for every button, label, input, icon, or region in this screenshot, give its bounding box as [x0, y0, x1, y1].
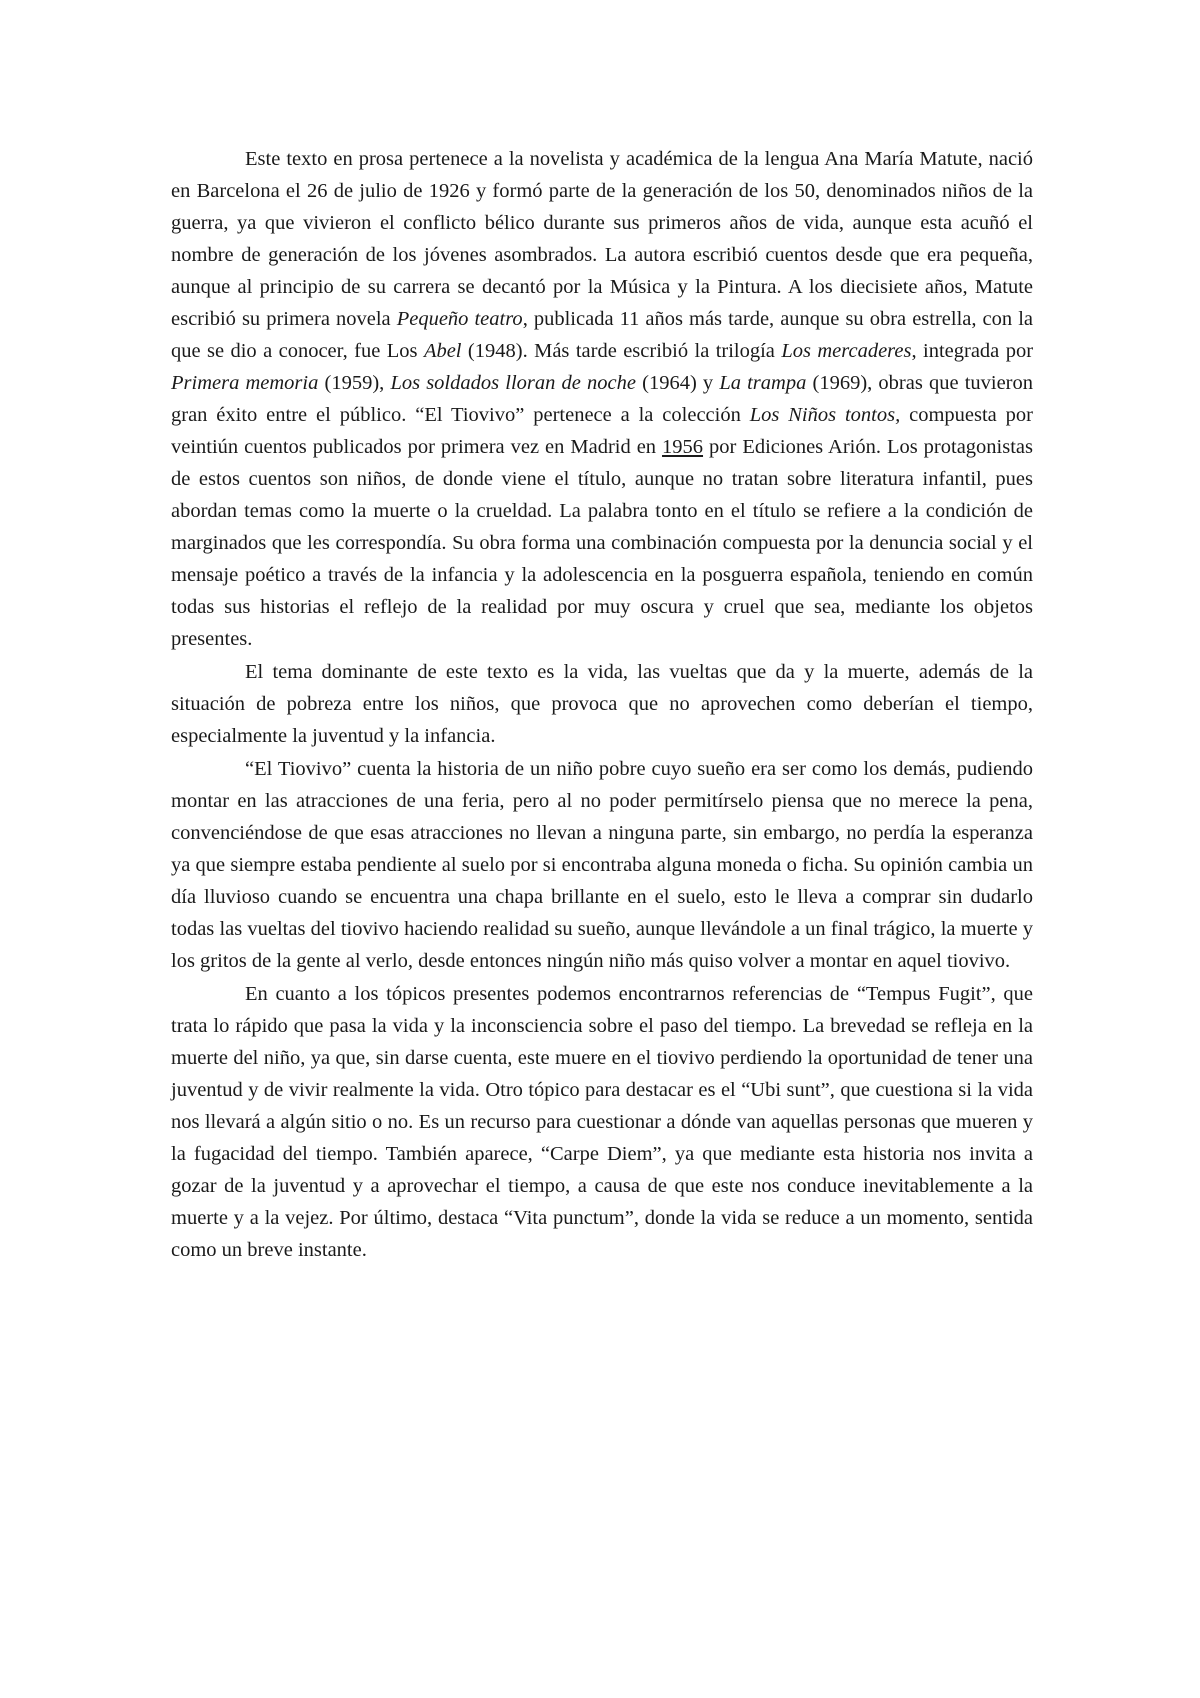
text-run: por Ediciones Arión. Los protagonistas de estos cuentos son niños, de donde viene el título, aunque no tratan sobre literatura infantil, pues abordan temas como la muerte o la crueldad. La palabra tonto en el título se refiere a la condición de marginados que les correspondía. Su obra forma una combinación compuesta por la denuncia social y el mensaje poético a través de la infancia y la adolescencia en la posguerra española, teniendo en común todas sus historias el reflejo de la realidad por muy oscura y cruel que sea, mediante los objetos presentes. — [171, 436, 1033, 650]
text-run: , publicada 11 años más tarde, aunque su obra estrella, con la que se dio a conocer, fue Los — [171, 308, 1033, 362]
book-title: Primera memoria — [171, 372, 319, 394]
book-title: Abel — [423, 340, 462, 362]
text-run: (1948). Más tarde escribió la trilogía — [461, 340, 782, 362]
paragraph-author-bio — [171, 143, 1033, 655]
paragraph-theme — [171, 656, 1033, 752]
text-run: (1959), — [318, 372, 391, 394]
text-run: En cuanto a los tópicos presentes podemos encontrarnos referencias de “Tempus Fugit”, que trata lo rápido que pasa la vida y la inconsciencia sobre el paso del tiempo. La brevedad se refleja en la muerte del niño, ya que, sin darse cuenta, este muere en el tiovivo perdiendo la oportunidad de tener una juventud y de vivir realmente la vida. Otro tópico para destacar es el “Ubi sunt”, que cuestiona si la vida nos llevará a algún sitio o no. Es un recurso para cuestionar a dónde van aquellas personas que mueren y la fugacidad del tiempo. También aparece, “Carpe Diem”, ya que mediante esta historia nos invita a gozar de la juventud y a aprovechar el tiempo, a causa de que este nos conduce inevitablemente a la muerte y a la vejez. Por último, destaca “Vita punctum”, donde la vida se reduce a un momento, sentida como un breve instante. — [171, 983, 1033, 1261]
text-run: (1969), obras que tuvieron gran éxito entre el público. “El Tiovivo” pertenece a la colección — [171, 372, 1034, 426]
book-title: La trampa — [719, 372, 807, 394]
paragraph-topics — [171, 978, 1033, 1266]
book-title: Los Niños tontos, — [749, 404, 901, 426]
book-title: Los soldados lloran de noche — [390, 372, 636, 394]
text-run: “El Tiovivo” cuenta la historia de un niño pobre cuyo sueño era ser como los demás, pudiendo montar en las atracciones de una feria, pero al no poder permitírselo piensa que no merece la pena, convenciéndose de que esas atracciones no llevan a ninguna parte, sin embargo, no perdía la esperanza ya que siempre estaba pendiente al suelo por si encontraba alguna moneda o ficha. Su opinión cambia un día lluvioso cuando se encuentra una chapa brillante en el suelo, esto le lleva a comprar sin dudarlo todas las vueltas del tiovivo haciendo realidad su sueño, aunque llevándole a un final trágico, la muerte y los gritos de la gente al verlo, desde entonces ningún niño más quiso volver a montar en aquel tiovivo. — [171, 758, 1033, 972]
text-run: El tema dominante de este texto es la vida, las vueltas que da y la muerte, además de la situación de pobreza entre los niños, que provoca que no aprovechen como deberían el tiempo, especialmente la juventud y la infancia. — [171, 661, 1033, 747]
body-text — [171, 143, 1033, 1266]
underlined-year: 1956 — [662, 436, 704, 458]
text-run: (1964) y — [635, 372, 720, 394]
text-run: Este texto en prosa pertenece a la novelista y académica de la lengua Ana María Matute, nació en Barcelona el 26 de julio de 1926 y formó parte de la generación de los 50, denominados niños de la guerra, ya que vivieron el conflicto bélico durante sus primeros años de vida, aunque esta acuñó el nombre de generación de los jóvenes asombrados. La autora escribió cuentos desde que era pequeña, aunque al principio de su carrera se decantó por la Música y la Pintura. A los diecisiete años, Matute escribió su primera novela — [171, 148, 1033, 330]
text-run: , integrada por — [911, 340, 1034, 362]
book-title: Pequeño teatro — [396, 308, 523, 330]
text-run: compuesta por veintiún cuentos publicados por primera vez en Madrid en — [171, 404, 1033, 458]
paragraph-plot — [171, 753, 1033, 977]
book-title: Los mercaderes — [781, 340, 912, 362]
